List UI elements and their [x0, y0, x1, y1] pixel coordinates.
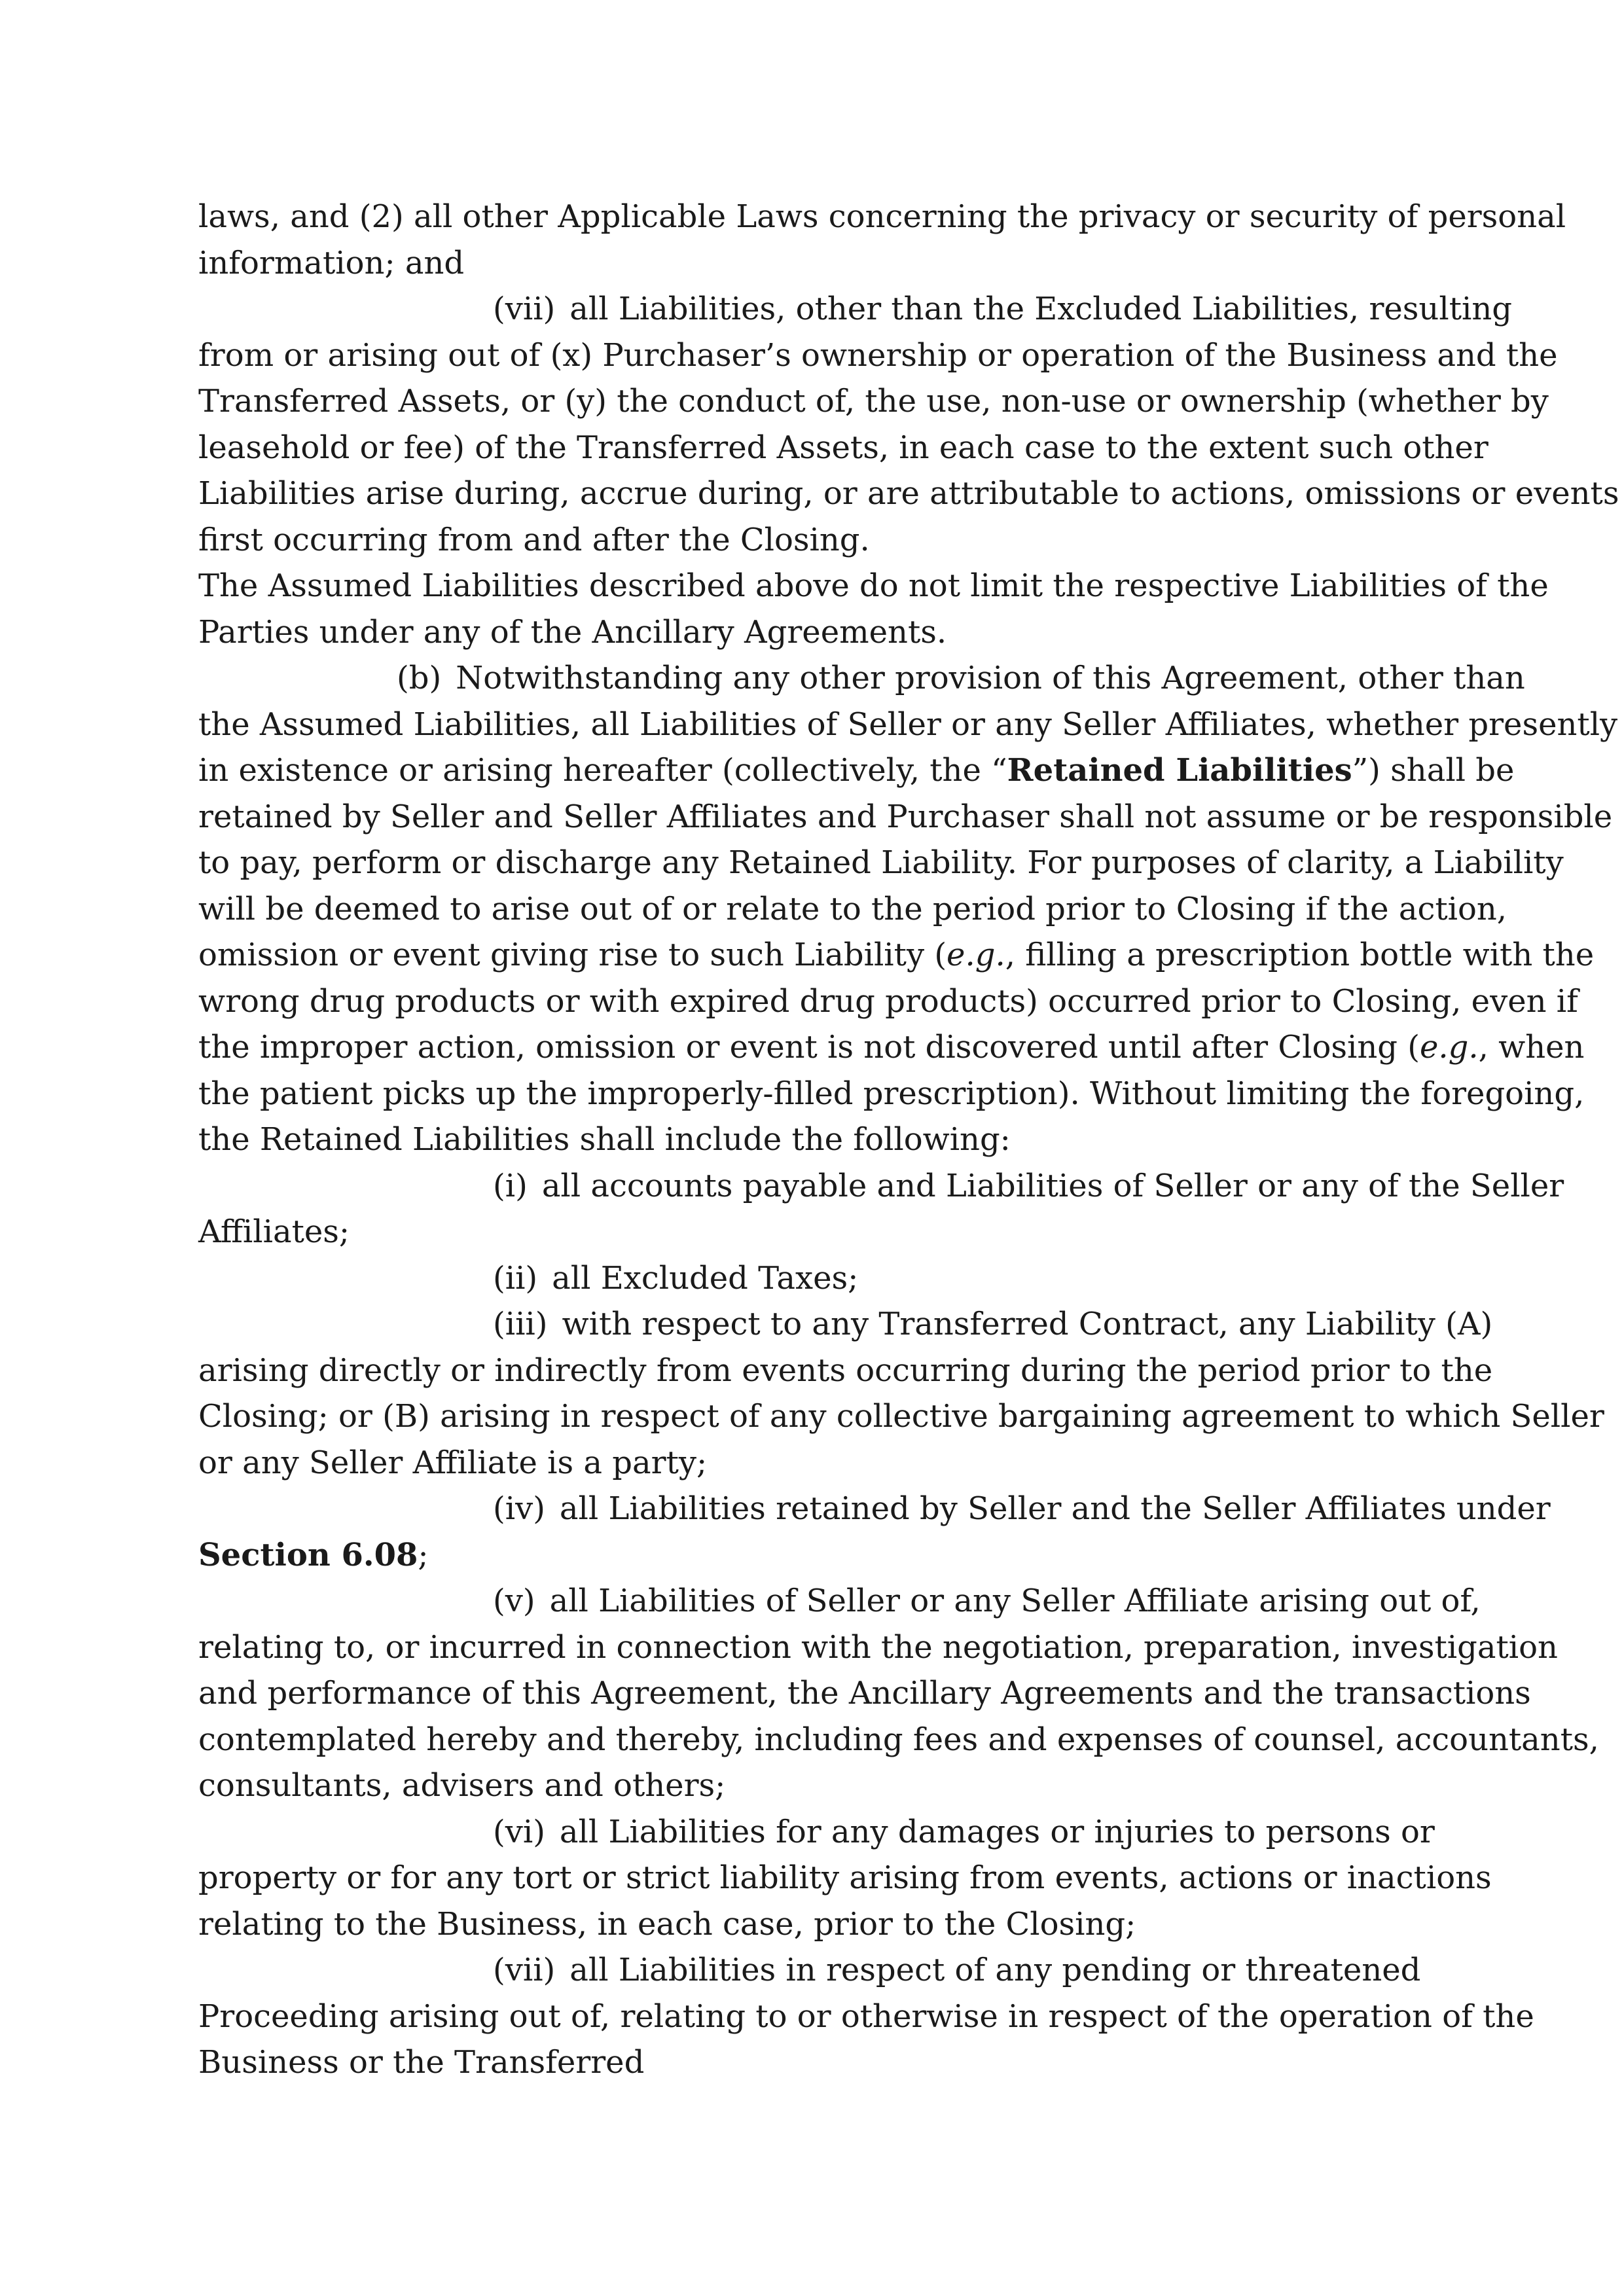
clause-text: all Liabilities for any damages or injuries to persons or — [559, 1813, 1435, 1850]
text-line: laws, and (2) all other Applicable Laws concerning the privacy or security of personal — [198, 198, 1566, 235]
text-line: Closing; or (B) arising in respect of any collective bargaining agreement to which Seller — [198, 1398, 1604, 1435]
paragraph-assumed-liabilities-note — [198, 563, 1549, 655]
text-segment: ; — [418, 1536, 429, 1573]
text-segment: ”) shall be — [1352, 752, 1515, 789]
text-line: Liabilities arise during, accrue during, or are attributable to actions, omissions or events — [198, 475, 1619, 512]
clause-v — [198, 1578, 1599, 1809]
text-line — [198, 1809, 1442, 1856]
text-line: Transferred Assets, or (y) the conduct of, the use, non-use or ownership (whether by — [198, 383, 1549, 420]
text-line: the Assumed Liabilities, all Liabilities of Seller or any Seller Affiliates, whether presently — [198, 706, 1618, 743]
text-line: consultants, advisers and others; — [198, 1767, 726, 1804]
clause-iii — [198, 1301, 1604, 1486]
clause-vii-assumed — [198, 286, 1619, 563]
clause-number: (vi) — [493, 1813, 545, 1850]
text-line: information; and — [198, 244, 465, 281]
text-line: will be deemed to arise out of or relate to the period prior to Closing if the action, — [198, 890, 1507, 927]
text-segment: , when — [1478, 1029, 1585, 1066]
text-line: first occurring from and after the Closing. — [198, 521, 870, 558]
clause-vi — [198, 1809, 1492, 1948]
text-segment: the improper action, omission or event is not discovered until after Closing ( — [198, 1029, 1420, 1066]
text-line — [198, 747, 1515, 794]
clause-i — [198, 1163, 1564, 1255]
text-segment: , filling a prescription bottle with the — [1005, 937, 1595, 973]
italic-eg: e.g. — [947, 937, 1005, 973]
text-line: wrong drug products or with expired drug products) occurred prior to Closing, even if — [198, 982, 1578, 1020]
text-line: retained by Seller and Seller Affiliates and Purchaser shall not assume or be responsible — [198, 798, 1613, 835]
text-line: The Assumed Liabilities described above do not limit the respective Liabilities of the — [198, 567, 1549, 604]
text-line: Parties under any of the Ancillary Agreements. — [198, 613, 947, 651]
text-line: relating to, or incurred in connection with the negotiation, preparation, investigation — [198, 1628, 1558, 1666]
text-line — [198, 1255, 1442, 1302]
clause-text: all Liabilities of Seller or any Seller Affiliate arising out of, — [549, 1583, 1481, 1619]
paragraph-privacy-laws — [198, 194, 1566, 286]
clause-text: Notwithstanding any other provision of this Agreement, other than — [456, 660, 1525, 696]
text-line: Affiliates; — [198, 1213, 350, 1250]
text-line — [198, 1163, 1564, 1210]
text-segment: omission or event giving rise to such Liability ( — [198, 937, 947, 973]
clause-number: (b) — [397, 660, 442, 696]
text-line: leasehold or fee) of the Transferred Assets, in each case to the extent such other — [198, 429, 1489, 466]
clause-iv — [198, 1486, 1551, 1578]
text-line — [198, 1578, 1481, 1624]
text-line: and performance of this Agreement, the Ancillary Agreements and the transactions — [198, 1675, 1531, 1712]
text-line — [198, 1486, 1551, 1532]
document-page — [198, 194, 1619, 2086]
text-line — [198, 1301, 1493, 1348]
clause-number: (vii) — [493, 1952, 556, 1988]
clause-vii-retained — [198, 1947, 1534, 2086]
italic-eg: e.g. — [1419, 1029, 1479, 1066]
clause-number: (ii) — [493, 1259, 538, 1297]
section-reference: Section 6.08 — [198, 1536, 418, 1573]
clause-text: all Liabilities in respect of any pending or threatened — [569, 1952, 1421, 1988]
text-line: to pay, perform or discharge any Retained Liability. For purposes of clarity, a Liability — [198, 844, 1564, 881]
text-line: from or arising out of (x) Purchaser’s ownership or operation of the Business and the — [198, 336, 1558, 374]
clause-number: (vii) — [493, 291, 556, 327]
text-line — [198, 932, 1595, 978]
clause-number: (v) — [493, 1583, 535, 1619]
clause-text: all Liabilities retained by Seller and the Seller Affiliates under — [559, 1490, 1551, 1527]
defined-term-retained-liabilities: Retained Liabilities — [1007, 752, 1352, 789]
clause-text: with respect to any Transferred Contract, any Liability (A) — [562, 1306, 1493, 1342]
clause-text: all Excluded Taxes; — [552, 1259, 859, 1297]
text-line — [198, 286, 1512, 332]
text-line: Proceeding arising out of, relating to or otherwise in respect of the operation of the — [198, 1998, 1534, 2035]
text-line: or any Seller Affiliate is a party; — [198, 1444, 708, 1481]
text-line: the patient picks up the improperly-filled prescription). Without limiting the foregoing, — [198, 1075, 1585, 1112]
text-line: arising directly or indirectly from events occurring during the period prior to the — [198, 1352, 1493, 1389]
clause-number: (iv) — [493, 1490, 545, 1527]
text-line — [198, 1024, 1585, 1071]
text-line: Business or the Transferred — [198, 2044, 645, 2081]
clause-number: (iii) — [493, 1306, 548, 1342]
text-line — [198, 1947, 1442, 1994]
text-line: contemplated hereby and thereby, including fees and expenses of counsel, accountants, — [198, 1721, 1599, 1758]
clause-b-retained-liabilities — [198, 655, 1618, 1163]
clause-text: all accounts payable and Liabilities of Seller or any of the Seller — [541, 1167, 1564, 1204]
text-line — [198, 1532, 1442, 1579]
clause-ii — [198, 1255, 1442, 1302]
text-line: relating to the Business, in each case, prior to the Closing; — [198, 1905, 1136, 1943]
clause-number: (i) — [493, 1167, 528, 1204]
text-line: property or for any tort or strict liability arising from events, actions or inactions — [198, 1859, 1492, 1896]
text-line: the Retained Liabilities shall include the following: — [198, 1121, 1011, 1158]
text-segment: in existence or arising hereafter (collectively, the “ — [198, 752, 1007, 789]
text-line — [198, 655, 1525, 702]
clause-text: all Liabilities, other than the Excluded Liabilities, resulting — [569, 291, 1512, 327]
